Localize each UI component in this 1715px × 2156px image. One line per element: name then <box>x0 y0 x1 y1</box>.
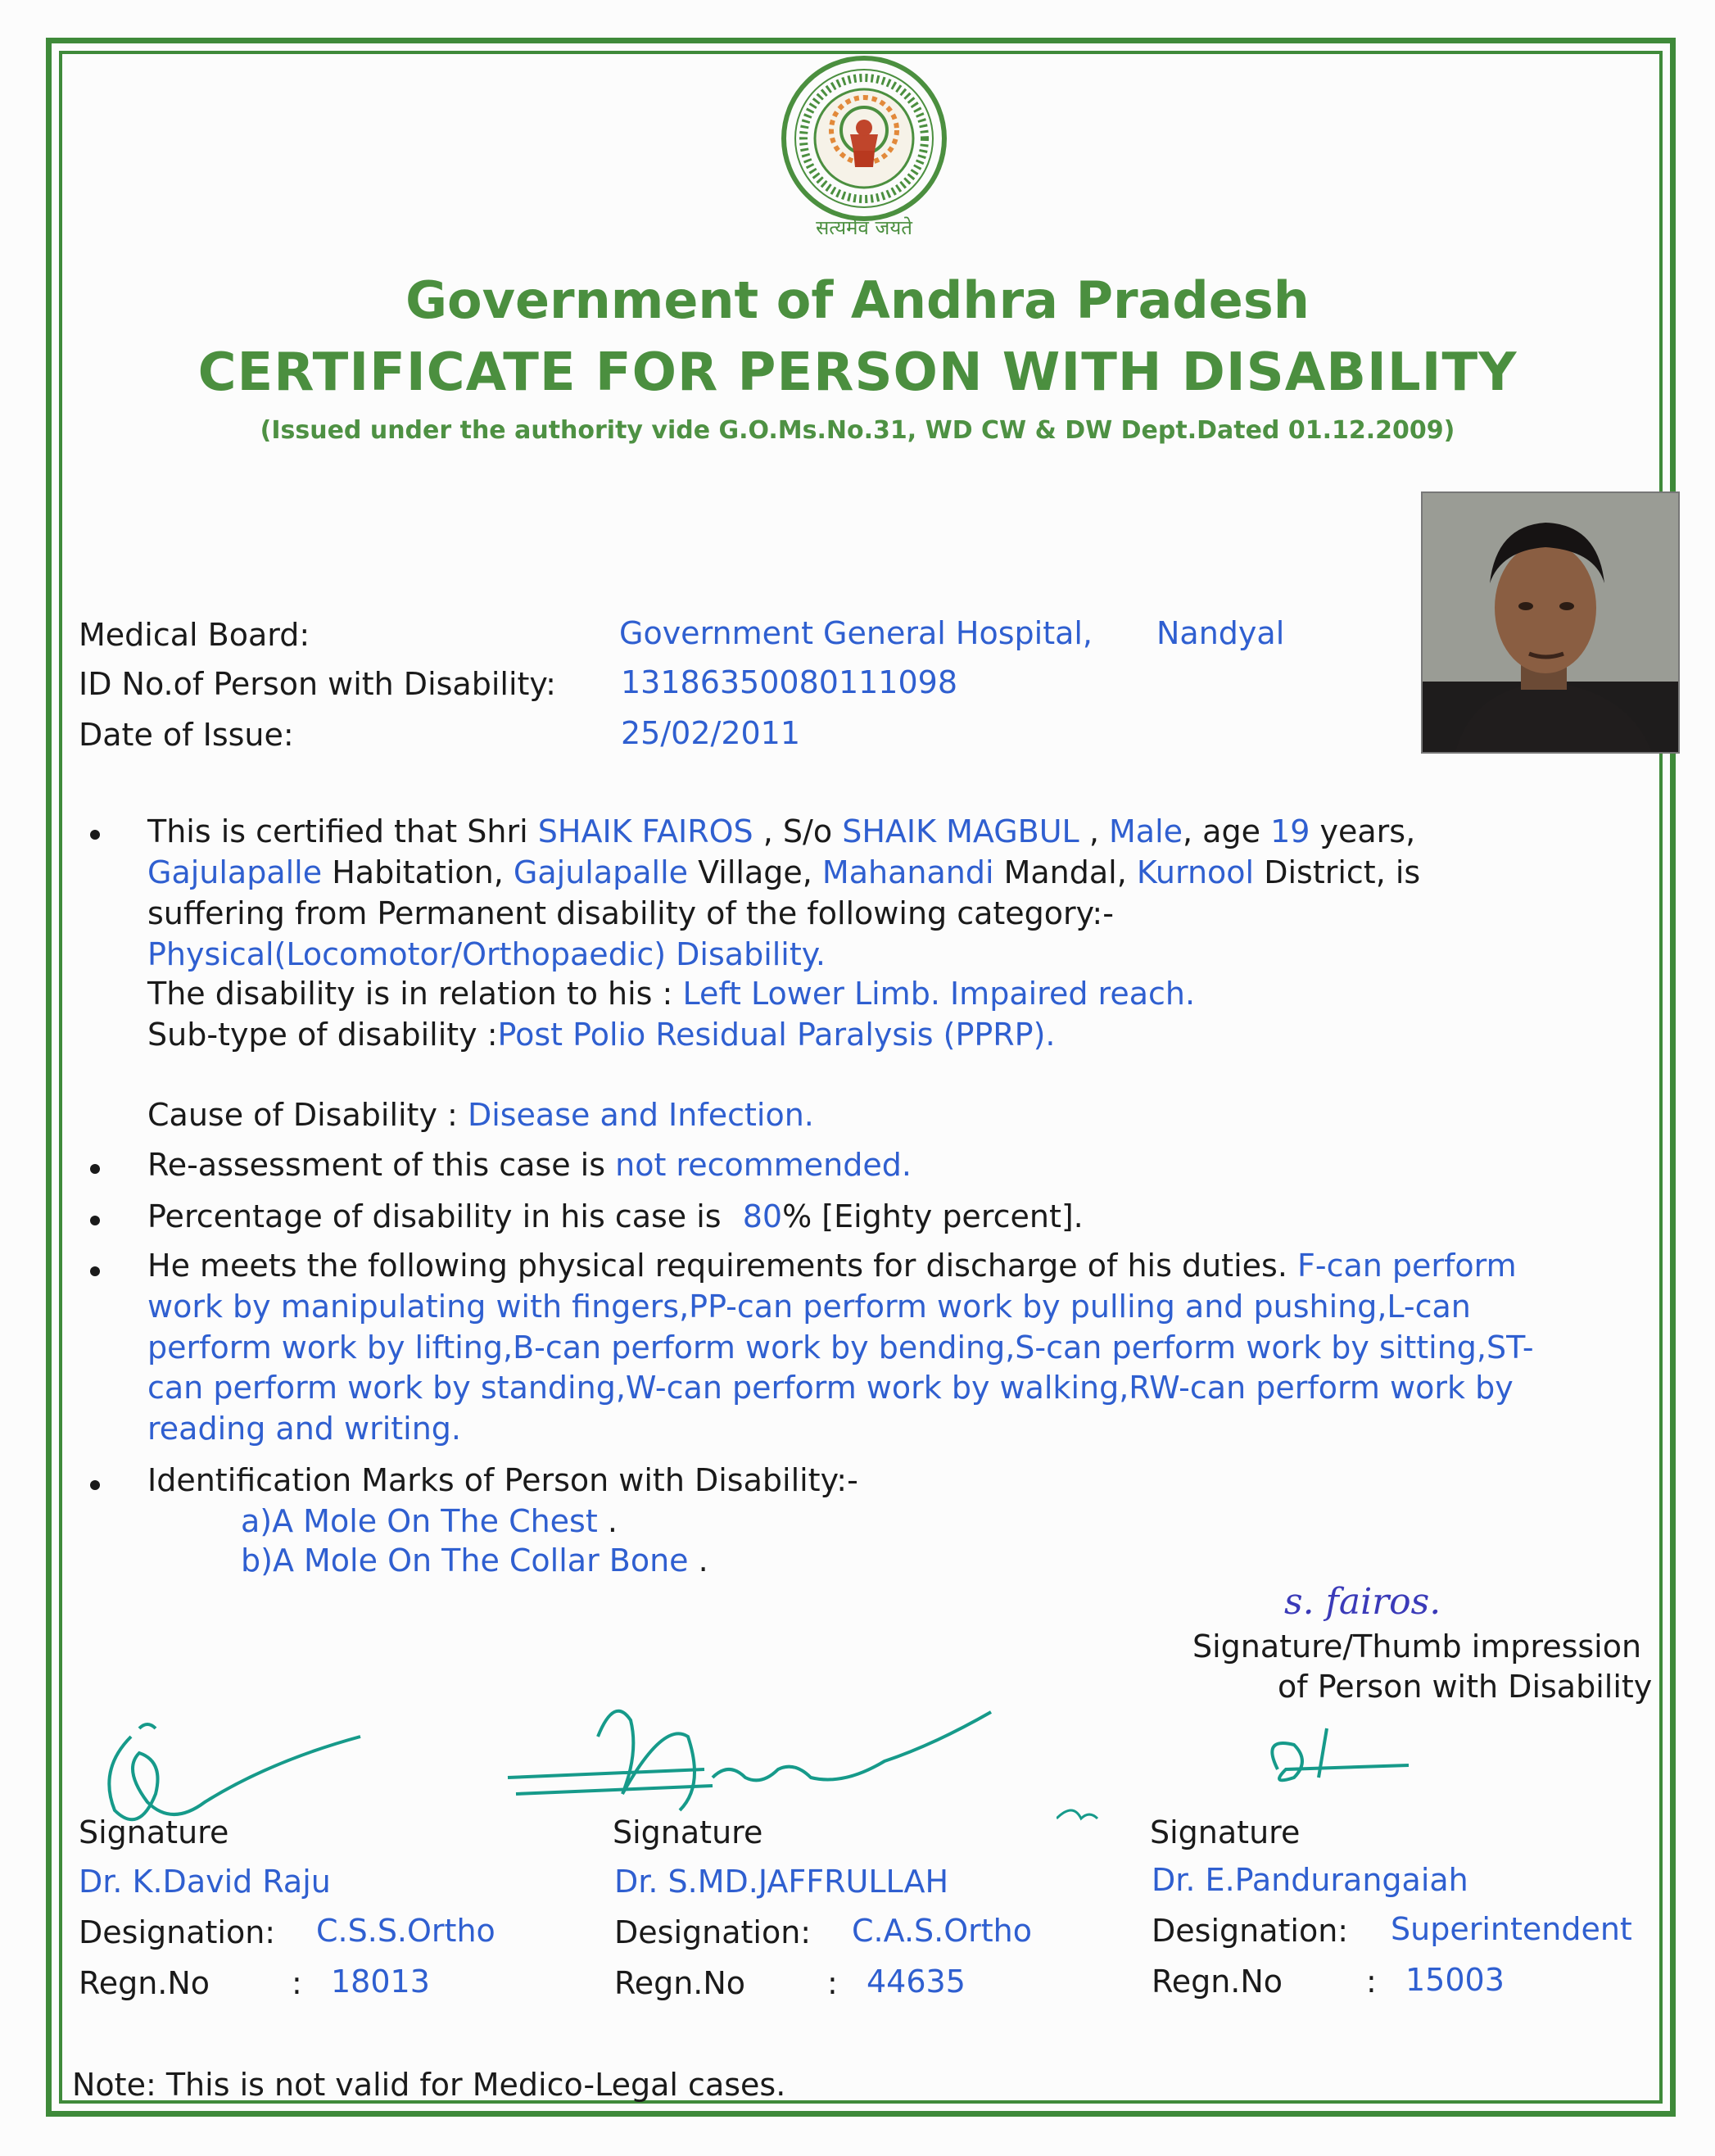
signature-label-3: Signature <box>1150 1814 1301 1850</box>
bullet <box>90 1216 100 1225</box>
signatory-name-2: Dr. S.MD.JAFFRULLAH <box>614 1864 949 1900</box>
signatory-name-1: Dr. K.David Raju <box>79 1864 331 1900</box>
person-name: SHAIK FAIROS <box>537 813 753 849</box>
father-name: SHAIK MAGBUL <box>842 813 1079 849</box>
person-signature-text: s. fairos. <box>1284 1581 1441 1623</box>
person-signature-caption-2: of Person with Disability <box>1278 1669 1653 1705</box>
designation-label-1: Designation: <box>79 1914 276 1950</box>
emblem-motto: सत्यमेव जयते <box>816 216 912 239</box>
certification-line-3: suffering from Permanent disability of the following category:- <box>147 895 1114 931</box>
requirements-line-1: He meets the following physical requirements for discharge of his duties. F-can perform <box>147 1248 1517 1284</box>
date-label: Date of Issue: <box>79 717 294 753</box>
disability-category: Physical(Locomotor/Orthopaedic) Disability. <box>147 936 826 972</box>
identification-mark-b: b)A Mole On The Collar Bone . <box>241 1542 708 1578</box>
designation-label-3: Designation: <box>1152 1913 1349 1949</box>
person-photo <box>1421 491 1680 754</box>
mandal: Mahanandi <box>821 854 994 890</box>
bullet <box>90 830 100 840</box>
designation-value-2: C.A.S.Ortho <box>852 1913 1032 1949</box>
designation-value-1: C.S.S.Ortho <box>316 1913 495 1949</box>
percentage-value: 80 <box>742 1198 783 1234</box>
habitation: Gajulapalle <box>147 854 323 890</box>
signature-scribble-2 <box>500 1687 1007 1819</box>
date-value: 25/02/2011 <box>621 715 801 751</box>
requirements-line-2: work by manipulating with fingers,PP-can perform work by pulling and pushing,L-can <box>147 1289 1471 1325</box>
signatory-name-3: Dr. E.Pandurangaiah <box>1152 1862 1468 1898</box>
regn-colon-3: : <box>1366 1964 1377 2000</box>
village: Gajulapalle <box>513 854 689 890</box>
bullet <box>90 1480 100 1490</box>
requirements-line-5: reading and writing. <box>147 1411 461 1447</box>
state-emblem-icon <box>778 52 950 265</box>
percentage-line: Percentage of disability in his case is 80% [Eighty percent]. <box>147 1198 1084 1234</box>
regn-label-3: Regn.No <box>1152 1964 1283 2000</box>
designation-label-2: Designation: <box>614 1914 812 1950</box>
person-signature-caption-1: Signature/Thumb impression <box>1192 1628 1642 1665</box>
regn-colon-1: : <box>292 1965 302 2001</box>
certification-line-1: This is certified that Shri SHAIK FAIROS , S/o SHAIK MAGBUL , Male, age 19 years, <box>147 813 1416 849</box>
authority-note: (Issued under the authority vide G.O.Ms.No.31, WD CW & DW Dept.Dated 01.12.2009) <box>260 416 1455 445</box>
government-title: Government of Andhra Pradesh <box>405 270 1310 330</box>
gender: Male <box>1109 813 1183 849</box>
regn-value-2: 44635 <box>867 1964 966 2000</box>
bullet <box>90 1164 100 1174</box>
medical-board-value: Government General Hospital, <box>619 615 1093 651</box>
medical-board-city: Nandyal <box>1156 615 1285 651</box>
age: 19 <box>1270 813 1310 849</box>
identification-label: Identification Marks of Person with Disability:- <box>147 1462 858 1498</box>
regn-value-1: 18013 <box>331 1964 430 2000</box>
certification-line-2: Gajulapalle Habitation, Gajulapalle Village, Mahanandi Mandal, Kurnool District, is <box>147 854 1421 890</box>
reassessment-line: Re-assessment of this case is not recommended. <box>147 1147 912 1183</box>
medical-board-label: Medical Board: <box>79 617 310 653</box>
signature-label-2: Signature <box>613 1814 763 1850</box>
designation-value-3: Superintendent <box>1391 1911 1632 1947</box>
certificate-title: CERTIFICATE FOR PERSON WITH DISABILITY <box>197 342 1518 403</box>
requirements-line-4: can perform work by standing,W-can perform work by walking,RW-can perform work by <box>147 1370 1514 1406</box>
regn-label-1: Regn.No <box>79 1965 210 2001</box>
disability-relation: The disability is in relation to his : Left Lower Limb. Impaired reach. <box>147 976 1196 1012</box>
district: Kurnool <box>1136 854 1255 890</box>
bullet <box>90 1266 100 1276</box>
disability-subtype: Sub-type of disability :Post Polio Residual Paralysis (PPRP). <box>147 1017 1056 1053</box>
signature-label-1: Signature <box>79 1814 229 1850</box>
regn-colon-2: : <box>827 1965 838 2001</box>
footer-note: Note: This is not valid for Medico-Legal cases. <box>72 2067 786 2103</box>
regn-label-2: Regn.No <box>614 1965 746 2001</box>
id-label: ID No.of Person with Disability: <box>79 666 556 702</box>
disability-cause: Cause of Disability : Disease and Infection. <box>147 1097 814 1133</box>
identification-mark-a: a)A Mole On The Chest . <box>241 1503 618 1539</box>
requirements-line-3: perform work by lifting,B-can perform work by bending,S-can perform work by sitting,ST- <box>147 1329 1534 1366</box>
regn-value-3: 15003 <box>1405 1962 1505 1998</box>
id-value: 13186350080111098 <box>621 664 958 700</box>
